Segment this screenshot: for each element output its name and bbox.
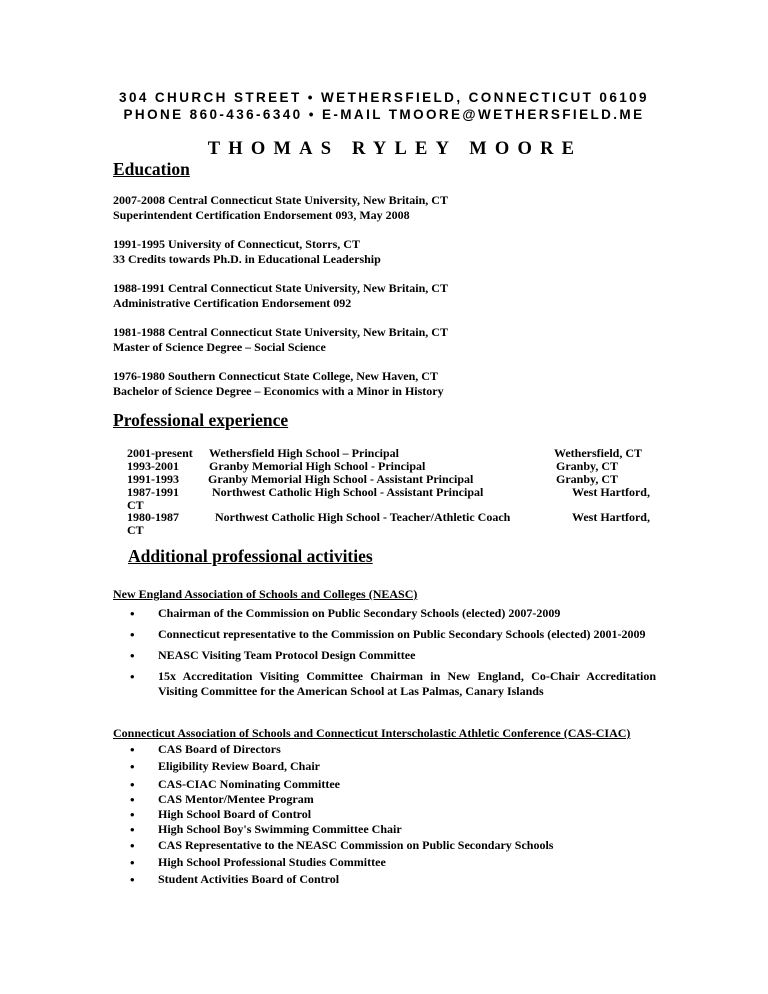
education-entry-line2: Bachelor of Science Degree – Economics with a Minor in History (113, 384, 444, 398)
bullet-icon: • (130, 627, 135, 642)
bullet-icon: • (130, 776, 135, 792)
job-location: Granby, CT (556, 472, 619, 486)
bullet-icon: • (130, 872, 135, 888)
candidate-name: THOMAS RYLEY MOORE (207, 139, 583, 159)
job-title: Granby Memorial High School - Principal (209, 459, 426, 473)
experience-heading: Professional experience (113, 410, 289, 430)
job-title: Granby Memorial High School - Assistant Principal (208, 472, 474, 486)
education-entry-line2: Master of Science Degree – Social Science (113, 340, 326, 354)
list-item: • CAS Board of Directors (130, 742, 281, 757)
bullet-icon: • (130, 822, 135, 838)
list-item: • CAS-CIAC Nominating Committee (130, 776, 340, 792)
education-entry-line1: 1988-1991 Central Connecticut State University, New Britain, CT (113, 281, 448, 295)
list-item: • Chairman of the Commission on Public Secondary Schools (elected) 2007-2009 (130, 606, 561, 621)
job-years: 2001-present (127, 446, 193, 460)
job-title: Northwest Catholic High School - Teacher/Athletic Coach (215, 510, 511, 524)
job-location-overflow: CT (127, 523, 144, 537)
job-years: 1987-1991 (127, 485, 179, 499)
bullet-icon: • (130, 742, 135, 757)
job-title: Northwest Catholic High School - Assistant Principal (212, 485, 484, 499)
list-item: • Student Activities Board of Control (130, 872, 340, 888)
bullet-icon: • (130, 606, 135, 621)
bullet-icon: • (130, 669, 135, 684)
job-location: West Hartford, (572, 510, 650, 524)
list-item: • NEASC Visiting Team Protocol Design Committee (130, 648, 416, 663)
job-location: Granby, CT (556, 459, 619, 473)
job-location: West Hartford, (572, 485, 650, 499)
list-item: • Eligibility Review Board, Chair (130, 759, 320, 775)
bullet-icon: • (130, 855, 135, 871)
bullet-icon: • (130, 837, 135, 853)
job-title: Wethersfield High School – Principal (209, 446, 400, 460)
job-row (0, 510, 768, 525)
job-location-overflow: CT (127, 498, 144, 512)
education-entry-line1: 1976-1980 Southern Connecticut State College, New Haven, CT (113, 369, 438, 383)
bullet-icon: • (130, 791, 135, 807)
bullet-icon: • (130, 759, 135, 775)
education-entry-line2: Superintendent Certification Endorsement 093, May 2008 (113, 208, 410, 222)
job-years: 1991-1993 (127, 472, 179, 486)
education-entry-line1: 1991-1995 University of Connecticut, Storrs, CT (113, 237, 360, 251)
list-item: • CAS Representative to the NEASC Commission on Public Secondary Schools (130, 837, 554, 853)
contact-line: PHONE 860-436-6340 • E-MAIL TMOORE@WETHERSFIELD.ME (123, 107, 645, 122)
cas-activity-list (113, 742, 656, 887)
list-item: • High School Board of Control (130, 807, 312, 823)
list-item: • High School Boy's Swimming Committee Chair (130, 822, 402, 838)
list-item: • High School Professional Studies Committee (130, 855, 386, 871)
education-entry-line2: 33 Credits towards Ph.D. in Educational Leadership (113, 252, 381, 266)
neasc-org-title: New England Association of Schools and Colleges (NEASC) (113, 587, 418, 601)
list-item: • CAS Mentor/Mentee Program (130, 791, 314, 807)
education-entry-line1: 2007-2008 Central Connecticut State University, New Britain, CT (113, 193, 448, 207)
list-item: • Connecticut representative to the Commission on Public Secondary Schools (elected) 2001-2009 (130, 627, 646, 642)
address-line: 304 CHURCH STREET • WETHERSFIELD, CONNECTICUT 06109 (119, 90, 649, 105)
list-item: • 15x Accreditation Visiting Committee Chairman in New England, Co-Chair Accreditation Visiting Committee for the American School at Las Palmas, Canary Islands (130, 669, 656, 698)
job-years: 1993-2001 (127, 459, 179, 473)
bullet-icon: • (130, 807, 135, 823)
education-entry-line1: 1981-1988 Central Connecticut State University, New Britain, CT (113, 325, 448, 339)
neasc-activity-list (113, 606, 656, 699)
bullet-icon: • (130, 648, 135, 663)
cas-org-title: Connecticut Association of Schools and Connecticut Interscholastic Athletic Conference (CAS-CIAC) (113, 726, 631, 740)
job-row (0, 485, 768, 500)
job-location: Wethersfield, CT (554, 446, 642, 460)
job-years: 1980-1987 (127, 510, 179, 524)
activities-heading: Additional professional activities (128, 546, 373, 566)
education-heading: Education (113, 159, 190, 179)
education-entry-line2: Administrative Certification Endorsement 092 (113, 296, 352, 310)
